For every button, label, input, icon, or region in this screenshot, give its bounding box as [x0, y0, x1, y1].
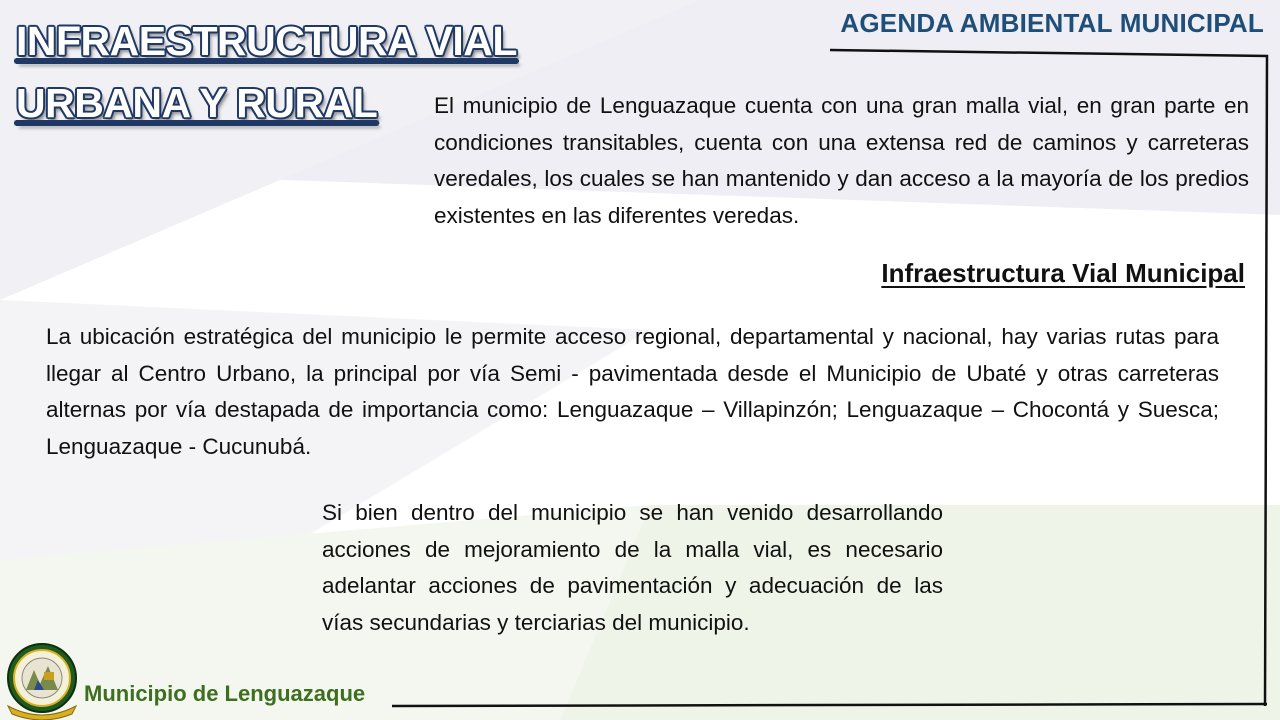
footer-municipality: Municipio de Lenguazaque: [84, 681, 366, 706]
municipal-seal-icon: [4, 640, 80, 720]
page-title-line-2: URBANA Y RURAL: [16, 80, 378, 126]
agenda-heading: AGENDA AMBIENTAL MUNICIPAL: [840, 8, 1264, 38]
intro-paragraph: El municipio de Lenguazaque cuenta con una gran malla vial, en gran parte en condiciones transitables, cuenta con una extensa red de caminos y carreteras veredales, los cuales se han mantenido y dan acceso a la mayoría de los predios existentes en las diferentes veredas.: [434, 93, 1249, 228]
location-paragraph: La ubicación estratégica del municipio le permite acceso regional, departamental y nacional, hay varias rutas para llegar al Centro Urbano, la principal por vía Semi - pavimentada desde el Municipio de Ubaté y otras carreteras alternas por vía destapada de importancia como: Lenguazaque – Villapinzón; Lenguazaque – Chocontá y Suesca; Lenguazaque - Cucunubá.: [46, 324, 1219, 459]
section-subtitle: Infraestructura Vial Municipal: [881, 258, 1245, 288]
page-title-line-1: INFRAESTRUCTURA VIAL: [16, 18, 517, 64]
improvement-paragraph: Si bien dentro del municipio se han venido desarrollando acciones de mejoramiento de la malla vial, es necesario adelantar acciones de pavimentación y adecuación de las vías secundarias y terciarias del municipio.: [322, 500, 943, 635]
